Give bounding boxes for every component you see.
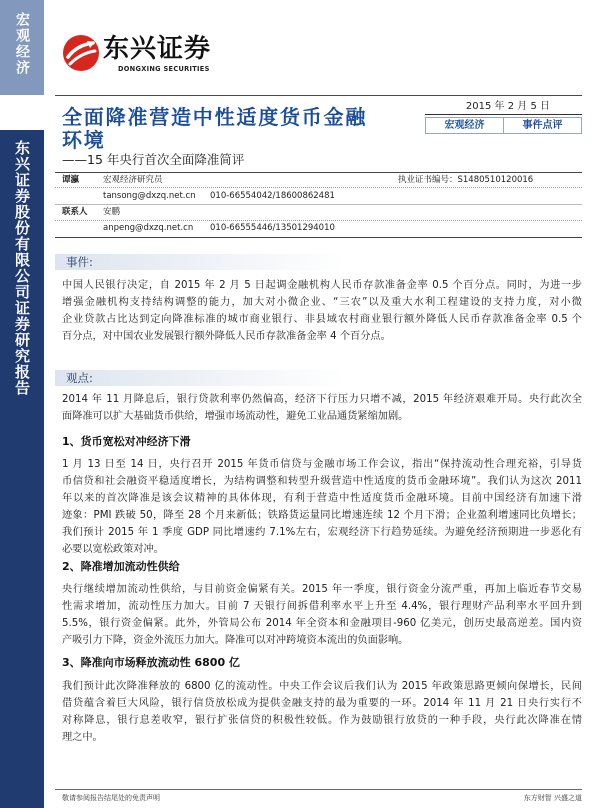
- event-text-line: 百分点，对中国农业发展银行额外降低人民币存款准备金率 4 个百分点。: [62, 331, 391, 342]
- point-1-text-line: 必要以宽松政策对冲。: [62, 544, 164, 555]
- event-heading: 事件:: [55, 254, 582, 270]
- point-3-heading: 3、降准向市场释放流动性 6800 亿: [62, 656, 240, 669]
- event-paragraph: [62, 277, 582, 345]
- table-rule: [55, 204, 582, 205]
- point-3-text-line: 对称降息，银行息差收窄，银行扩张信贷的积极性较低。作为鼓励银行放贷的一种手段，央行此次降准在情: [62, 715, 582, 726]
- point-3-paragraph: [62, 678, 582, 746]
- logo-name-en: DONGXING SECURITIES: [118, 65, 210, 73]
- point-2-text-line: 产吸引力下降，资金外流压力加大。降准可以对冲跨境资本流出的负面影响。: [62, 635, 409, 646]
- report-subtitle: ——15 年央行首次全面降准简评: [62, 152, 245, 167]
- view-paragraph: [62, 391, 582, 425]
- view-heading: 观点:: [55, 370, 582, 386]
- event-text-line: 增强金融机构支持结构调整的能力，加大对小微企业、“三农”以及重大水利工程建设的支持力度，对小微: [62, 297, 582, 308]
- date-underline: [425, 114, 582, 115]
- footer-rule: [55, 789, 582, 790]
- point-1-text-line: 迹象：PMI 跌破 50，降至 28 个月来新低；铁路货运量同比增速连续 12 个月下滑；企业盈利增速同比负增长；: [62, 510, 582, 521]
- analyst-certificate: 执业证书编号：S1480510120016: [398, 175, 534, 185]
- table-rule: [55, 187, 582, 188]
- view-text-line: 2014 年 11 月降息后，银行贷款利率仍然偏高，经济下行压力只增不减，2015 年经济艰难开局。央行此次全: [62, 394, 582, 405]
- sidebar-brand-strip: [0, 130, 44, 808]
- view-text-line: 面降准可以扩大基础货币供给，增强市场流动性，避免工业品通货紧缩加剧。: [62, 411, 409, 422]
- point-3-text-line: 我们预计此次降准释放的 6800 亿的流动性。中央工作会议后我们认为 2015 年政策思路更倾向保增长，民间: [62, 681, 582, 692]
- analyst-name: 谭瀛: [62, 175, 80, 185]
- contact-email: anpeng@dxzq.net.cn: [103, 223, 194, 233]
- contact-name: 安鹏: [103, 207, 121, 217]
- analyst-table: [55, 172, 582, 238]
- event-text-line: 中国人民银行决定，自 2015 年 2 月 5 日起调金融机构人民币存款准备金率 0.5 个百分点。同时，为进一步: [62, 280, 582, 291]
- point-1-text-line: 年以来的首次降准是该会议精神的具体体现，有利于营造中性适度货币金融环境。目前中国经济有加速下滑: [62, 493, 582, 504]
- point-3-text-line: 借贷蕴含着巨大风险，银行信贷放松成为提供金融支持的最为重要的一环。2014 年 11 月 21 日央行实行不: [62, 698, 582, 709]
- analyst-title: 宏观经济研究员: [103, 175, 163, 185]
- logo-name-cn: 东兴证券: [103, 34, 212, 64]
- point-1-heading: 1、货币宽松对冲经济下滑: [62, 435, 191, 448]
- contact-label: 联系人: [62, 207, 88, 217]
- point-2-paragraph: [62, 581, 582, 649]
- point-1-paragraph: [62, 456, 582, 558]
- sidebar-category-label: 宏观经济: [14, 12, 30, 76]
- analyst-phone: 010-66554042/18600862481: [210, 191, 335, 201]
- report-date: 2015 年 2 月 5 日: [465, 101, 550, 112]
- sidebar-brand-label: 东兴证券股份有限公司证券研究报告: [13, 140, 31, 396]
- footer-slogan: 东方财智 兴盛之道: [523, 794, 582, 802]
- event-text-line: 企业贷款占比达到定向降准标准的城市商业银行、非县域农村商业银行额外降低人民币存款准备金率 0.5 个: [62, 314, 582, 325]
- point-3-text-line: 理之中。: [62, 732, 103, 743]
- point-1-text-line: 币信贷和社会融资平稳适度增长，为结构调整和转型升级营造中性适度的货币金融环境”。我们认为这次 2011: [62, 476, 582, 487]
- report-title-line: 环境: [62, 128, 106, 152]
- tag-category: 宏观经济: [444, 120, 485, 131]
- report-title-line: 全面降准营造中性适度货币金融: [62, 105, 368, 129]
- point-2-heading: 2、降准增加流动性供给: [62, 560, 180, 573]
- table-rule: [55, 237, 582, 238]
- company-logo: [62, 30, 222, 76]
- report-title: [62, 106, 412, 152]
- dongxing-emblem-icon: [62, 34, 100, 72]
- point-1-text-line: 1 月 13 日至 14 日，央行召开 2015 年货币信贷与金融市场工作会议，指出“保持流动性合理充裕，引导货: [62, 459, 582, 470]
- footer-disclaimer: 敬请参阅报告结尾处的免责声明: [62, 794, 160, 802]
- point-2-text-line: 央行继续增加流动性供给，与目前资金偏紧有关。2015 年一季度，银行资金分流严重，再加上临近春节交易: [62, 584, 582, 595]
- analyst-email: tansong@dxzq.net.cn: [103, 191, 196, 201]
- point-2-text-line: 5.5%，银行资金偏紧。此外，外管局公布 2014 年全资本和金融项目-960 亿美元，创历史最高逆差。国内资: [62, 618, 582, 629]
- tag-report-type: 事件点评: [503, 118, 581, 133]
- sidebar-category-tab: [0, 0, 44, 95]
- header-rule: [55, 95, 582, 96]
- contact-phone: 010-66555446/13501294010: [210, 223, 335, 233]
- point-1-text-line: 我们预计 2015 年 1 季度 GDP 同比增速约 7.1%左右，宏观经济下行趋势延续。为避免经济预期进一步恶化有: [62, 527, 582, 538]
- report-tags: [425, 117, 582, 134]
- point-2-text-line: 性需求增加，流动性压力加大。目前 7 天银行间拆借利率水平上升至 4.4%，银行理财产品利率水平回升到: [62, 601, 582, 612]
